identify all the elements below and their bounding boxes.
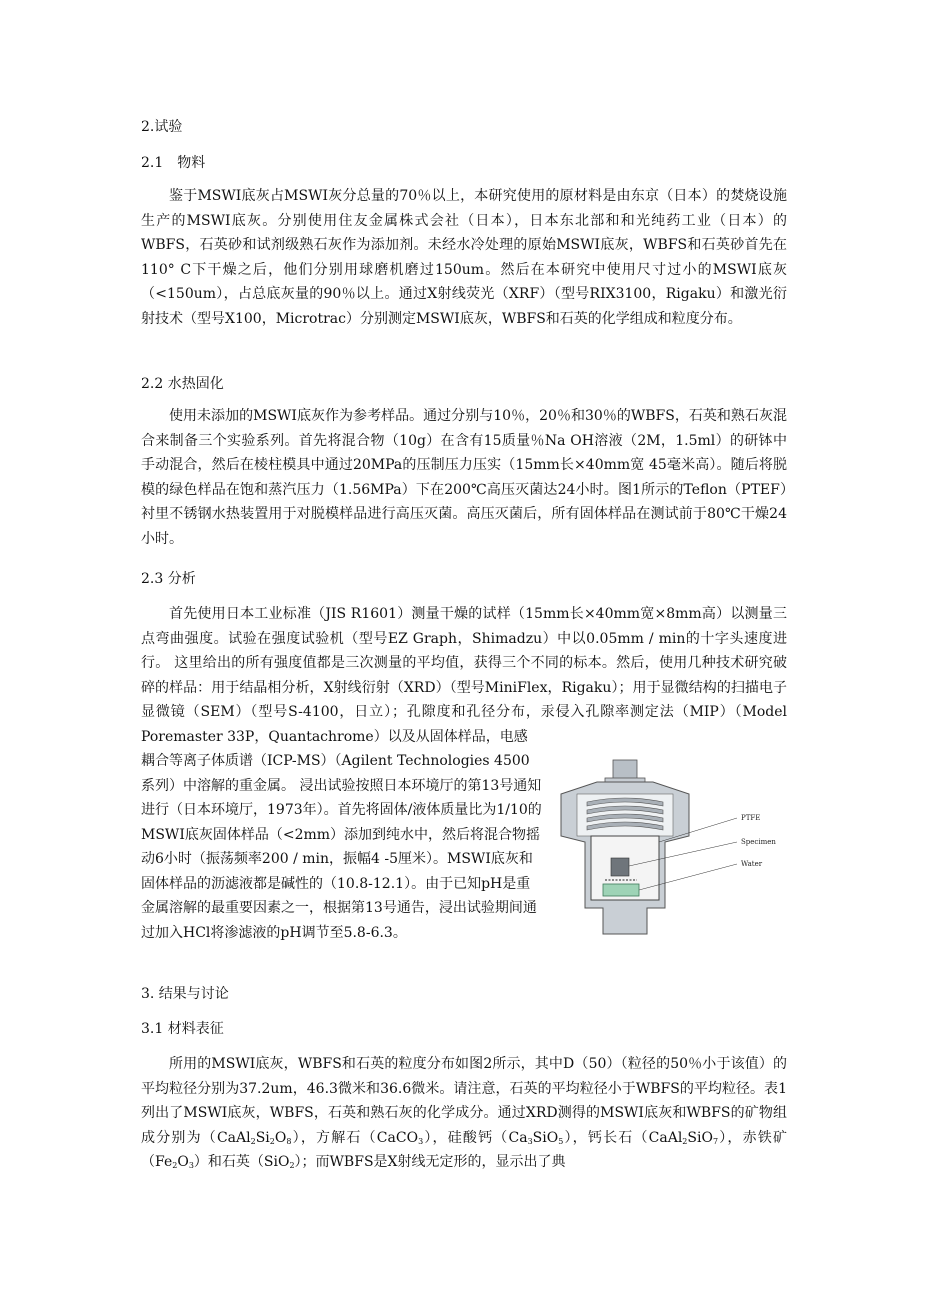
specimen-block	[611, 858, 629, 876]
section-2-2-heading: 2.2 水热固化	[141, 376, 224, 392]
section-3-1-heading: 3.1 材料表征	[141, 1021, 224, 1037]
section-3-1-paragraph: 所用的MSWI底灰，WBFS和石英的粒度分布如图2所示，其中D（50）（粒径的50％小于该值）的平均粒径分别为37.2um，46.3微米和36.6微米。请注意，石英的平均粒径小于WBFS的平均粒径。表1列出了MSWI底灰，WBFS，石英和熟石灰的化学成分。通过XRD测得的MSWI底灰和WBFS的矿物组成分别为$(CaAl_2Si_2O_8)$，方解石（CaCO$_3$），硅酸钙$(Ca_3SiO_5)$，钙长石（CaAl$_2$SiO$_7$），赤铁矿$(Fe_2O_3)$和石英（SiO$_2$）；而WBFS是X射线无定形的，显示出了典	[141, 1056, 787, 1170]
ptfe-label: PTFE	[741, 814, 761, 822]
section-2-3-paragraph-continued: 耦合等离子体质谱（ICP-MS）（Agilent Technologies 4500系列）中溶解的重金属。 浸出试验按照日本环境厅的第13号通知进行（日本环境厅，1973年）。首先将固体/液体质量比为1/10的MSWI底灰固体样品（<2mm）添加到纯水中，然后将混合物摇动6小时（振荡频率200 / min，振幅4 -5厘米）。MSWI底灰和固体样品的沥滤液都是碱性的（10.8-12.1）。由于已知pH是重金属溶解的最重要因素之一，根据第13号通告，浸出试验期间通过加入HCl将渗滤液的pH调节至5.8-6.3。	[141, 753, 542, 941]
water-layer	[603, 884, 639, 896]
section-3-heading: 3. 结果与讨论	[141, 986, 229, 1002]
section-2-3-heading: 2.3 分析	[141, 571, 196, 587]
section-2-1-heading: 2.1 物料	[141, 155, 206, 171]
figure-1-hydrothermal-apparatus	[547, 758, 787, 938]
section-2-heading: 2.试验	[141, 119, 183, 135]
section-2-1-paragraph: 鉴于MSWI底灰占MSWI灰分总量的70％以上，本研究使用的原材料是由东京（日本）的焚烧设施生产的MSWI底灰。分别使用住友金属株式会社（日本），日本东北部和和光纯药工业（日本）的WBFS，石英砂和试剂级熟石灰作为添加剂。未经水冷处理的原始MSWI底灰，WBFS和石英砂首先在110° C下干燥之后，他们分别用球磨机磨过150um。然后在本研究中使用尺寸过小的MSWI底灰（<150um），占总底灰量的90％以上。通过X射线荧光（XRF）（型号RIX3100，Rigaku）和激光衍射技术（型号X100，Microtrac）分别测定MSWI底灰，WBFS和石英的化学组成和粒度分布。	[141, 188, 787, 327]
water-label: Water	[741, 860, 763, 868]
section-2-3-paragraph: 首先使用日本工业标准（JIS R1601）测量干燥的试样（15mm长×40mm宽×8mm高）以测量三点弯曲强度。试验在强度试验机（型号EZ Graph，Shimadzu）中以0.05mm / min的十字头速度进行。 这里给出的所有强度值都是三次测量的平均值，获得三个不同的标本。然后，使用几种技术研究破碎的样品：用于结晶相分析，X射线衍射（XRD）（型号MiniFlex，Rigaku）；用于显微结构的扫描电子显微镜（SEM）（型号S-4100，日立）；孔隙度和孔径分布，汞侵入孔隙率测定法（MIP）（Model Poremaster 33P，Quantachrome）以及从固体样品，电感	[141, 606, 787, 745]
section-2-2-paragraph: 使用未添加的MSWI底灰作为参考样品。通过分别与10％，20％和30％的WBFS，石英和熟石灰混合来制备三个实验系列。首先将混合物（10g）在含有15质量％Na OH溶液（2M，1.5ml）的研钵中手动混合，然后在棱柱模具中通过20MPa的压制压力压实（15mm长×40mm宽 45毫米高）。随后将脱模的绿色样品在饱和蒸汽压力（1.56MPa）下在200℃高压灭菌达24小时。图1所示的Teflon（PTEF）衬里不锈钢水热装置用于对脱模样品进行高压灭菌。高压灭菌后，所有固体样品在测试前于80℃干燥24小时。	[141, 408, 787, 547]
specimen-label: Specimen	[741, 838, 776, 846]
